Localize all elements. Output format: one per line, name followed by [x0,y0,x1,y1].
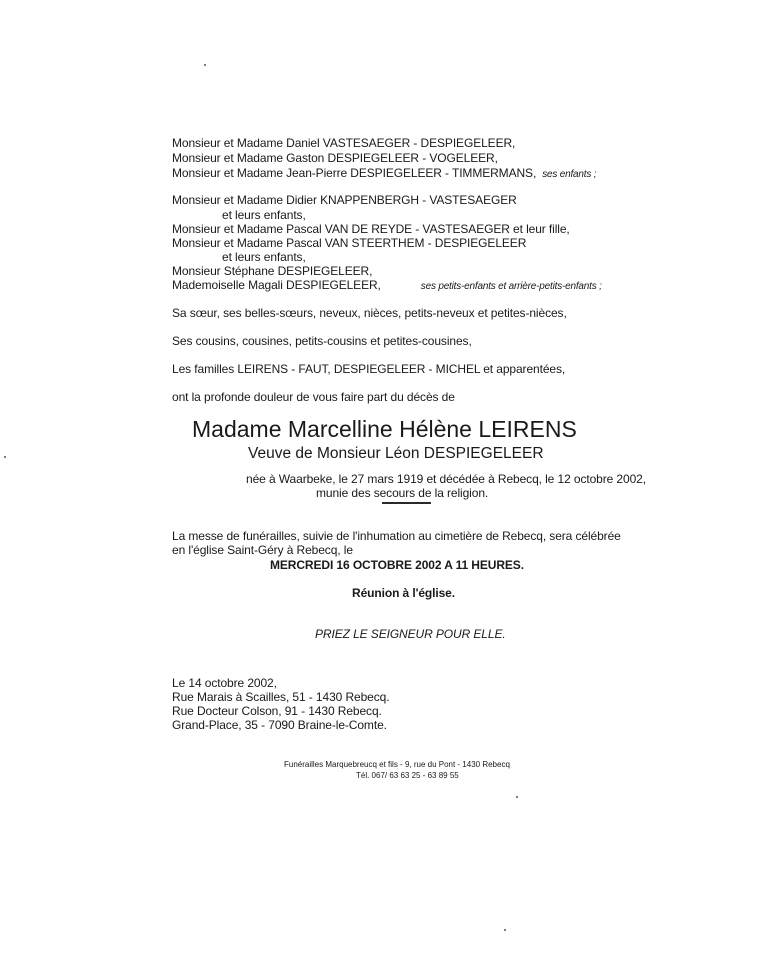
grandchild-line: Monsieur et Madame Pascal VAN DE REYDE - VASTESAEGER et leur fille, [172,222,570,236]
child-line: Monsieur et Madame Gaston DESPIEGELEER - VOGELEER, [172,151,498,165]
footer-address: Rue Marais à Scailles, 51 - 1430 Rebecq. [172,690,390,704]
footer-date: Le 14 octobre 2002, [172,676,277,690]
grandchild-line: et leurs enfants, [222,208,306,222]
grandchild-line: Monsieur et Madame Didier KNAPPENBERGH - VASTESAEGER [172,193,517,207]
funeral-home-line: Funérailles Marquebreucq et fils - 9, rue du Pont - 1430 Rebecq [284,760,510,769]
widow-of-line: Veuve de Monsieur Léon DESPIEGELEER [248,445,544,462]
scan-speck [204,64,206,66]
footer-address: Grand-Place, 35 - 7090 Braine-le-Comte. [172,718,387,732]
divider [382,502,431,504]
grandchild-text: Mademoiselle Magali DESPIEGELEER, [172,278,381,292]
funeral-home-phone: Tél. 067/ 63 63 25 - 63 89 55 [356,771,459,780]
announcement-line: ont la profonde douleur de vous faire part du décès de [172,390,455,404]
birth-death-line: née à Waarbeke, le 27 mars 1919 et décédée à Rebecq, le 12 octobre 2002, [246,472,646,486]
child-line [172,166,596,182]
scan-speck [504,929,506,931]
religion-line: munie des secours de la religion. [316,486,489,500]
families-line: Les familles LEIRENS - FAUT, DESPIEGELEER - MICHEL et apparentées, [172,362,566,376]
ceremony-line: La messe de funérailles, suivie de l'inhumation au cimetière de Rebecq, sera célébrée [172,529,621,543]
ceremony-line: en l'église Saint-Géry à Rebecq, le [172,543,353,557]
scan-speck [516,796,518,798]
grandchild-line [172,278,602,294]
children-note: ses enfants ; [542,169,597,180]
ceremony-date: MERCREDI 16 OCTOBRE 2002 A 11 HEURES. [270,558,524,572]
meeting-line: Réunion à l'église. [352,586,455,600]
siblings-line: Sa sœur, ses belles-sœurs, neveux, nièces, petits-neveux et petites-nièces, [172,306,567,320]
deceased-name: Madame Marcelline Hélène LEIRENS [192,416,577,442]
scan-speck [4,456,6,458]
grandchild-line: Monsieur et Madame Pascal VAN STEERTHEM - DESPIEGELEER [172,236,527,250]
grandchild-line: Monsieur Stéphane DESPIEGELEER, [172,264,373,278]
prayer-line: PRIEZ LE SEIGNEUR POUR ELLE. [315,627,506,641]
child-line: Monsieur et Madame Daniel VASTESAEGER - DESPIEGELEER, [172,136,516,150]
footer-address: Rue Docteur Colson, 91 - 1430 Rebecq. [172,704,382,718]
grandchild-line: et leurs enfants, [222,250,306,264]
child-text: Monsieur et Madame Jean-Pierre DESPIEGELEER - TIMMERMANS, [172,166,537,180]
cousins-line: Ses cousins, cousines, petits-cousins et petites-cousines, [172,334,472,348]
grandchildren-note: ses petits-enfants et arrière-petits-enfants ; [420,281,602,292]
